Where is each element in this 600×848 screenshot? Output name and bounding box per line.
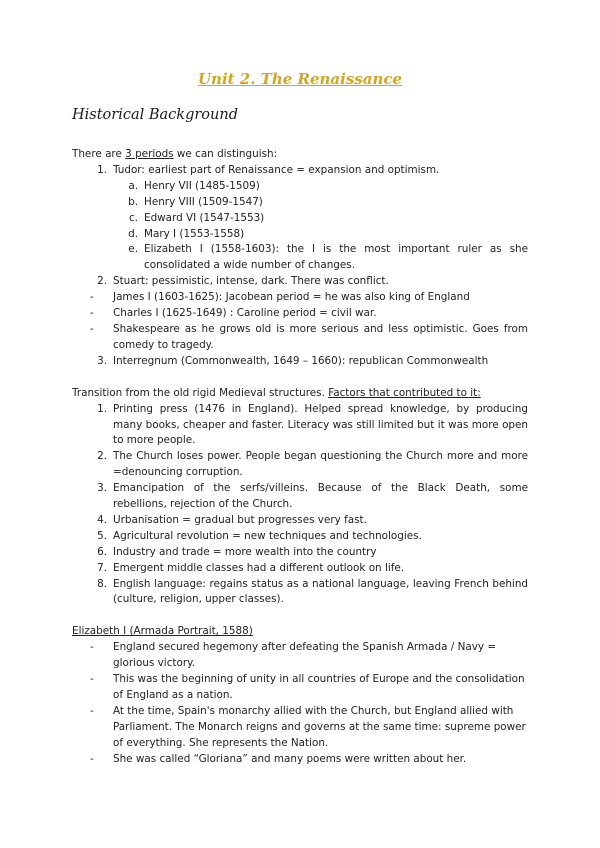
period-item: 1. Tudor: earliest part of Renaissance = expansion and optimism. <box>97 163 440 176</box>
elizabeth-point: - This was the beginning of unity in all countries of Europe and the consolidation of England as a nation. <box>90 673 525 701</box>
monarch-item: b. Henry VIII (1509-1547) <box>128 195 263 208</box>
page-title: Unit 2. The Renaissance <box>197 70 403 88</box>
stuart-note: - James I (1603-1625): Jacobean period = he was also king of England <box>90 291 470 304</box>
elizabeth-point: - She was called “Gloriana” and many poems were written about her. <box>90 752 467 765</box>
period-item: 3. Interregnum (Commonwealth, 1649 – 1660): republican Commonwealth <box>97 354 489 367</box>
factor-item: 3. Emancipation of the serfs/villeins. Because of the Black Death, some rebellions, rejection of the Church. <box>97 482 528 511</box>
monarch-item: a. Henry VII (1485-1509) <box>128 179 260 192</box>
period-item: 2. Stuart: pessimistic, intense, dark. There was conflict. <box>97 275 389 288</box>
stuart-note: - Shakespeare as he grows old is more serious and less optimistic. Goes from comedy to tragedy. <box>90 322 528 351</box>
monarch-item: d. Mary I (1553-1558) <box>128 227 245 240</box>
elizabeth-heading: Elizabeth I (Armada Portrait, 1588) <box>72 625 253 638</box>
factor-item: 4. Urbanisation = gradual but progresses very fast. <box>97 513 367 526</box>
factor-item: 2. The Church loses power. People began questioning the Church more and more =denouncing corruption. <box>97 450 528 479</box>
monarch-item: e. Elizabeth I (1558-1603): the I is the most important ruler as she consolidated a wide number of changes. <box>128 243 528 272</box>
factor-item: 5. Agricultural revolution = new techniques and technologies. <box>97 529 422 542</box>
factor-item: 7. Emergent middle classes had a different outlook on life. <box>97 561 405 574</box>
stuart-note: - Charles I (1625-1649) : Caroline period = civil war. <box>90 307 377 320</box>
monarch-item: c. Edward VI (1547-1553) <box>128 211 265 224</box>
periods-underlined: 3 periods <box>125 148 174 160</box>
section-heading: Historical Background <box>72 107 238 123</box>
transition-intro: Transition from the old rigid Medieval structures. Factors that contributed to it: <box>72 386 481 399</box>
elizabeth-point: - At the time, Spain's monarchy allied with the Church, but England allied with Parliament. The Monarch reigns and governs at the same time: supreme power of everything. She represents the Nation. <box>90 704 526 749</box>
factor-item: 6. Industry and trade = more wealth into the country <box>97 545 377 558</box>
factors-underlined: Factors that contributed to it: <box>328 386 481 399</box>
elizabeth-point: - England secured hegemony after defeating the Spanish Armada / Navy = glorious victory. <box>90 641 497 670</box>
factor-item: 1. Printing press (1476 in England). Helped spread knowledge, by producing many books, cheaper and faster. Literacy was still limited but it was more open to more people. <box>97 402 528 447</box>
document-body <box>72 147 528 768</box>
factor-item: 8. English language: regains status as a national language, leaving French behind (culture, religion, upper classes). <box>97 577 528 606</box>
periods-intro: There are 3 periods we can distinguish: <box>72 148 278 160</box>
